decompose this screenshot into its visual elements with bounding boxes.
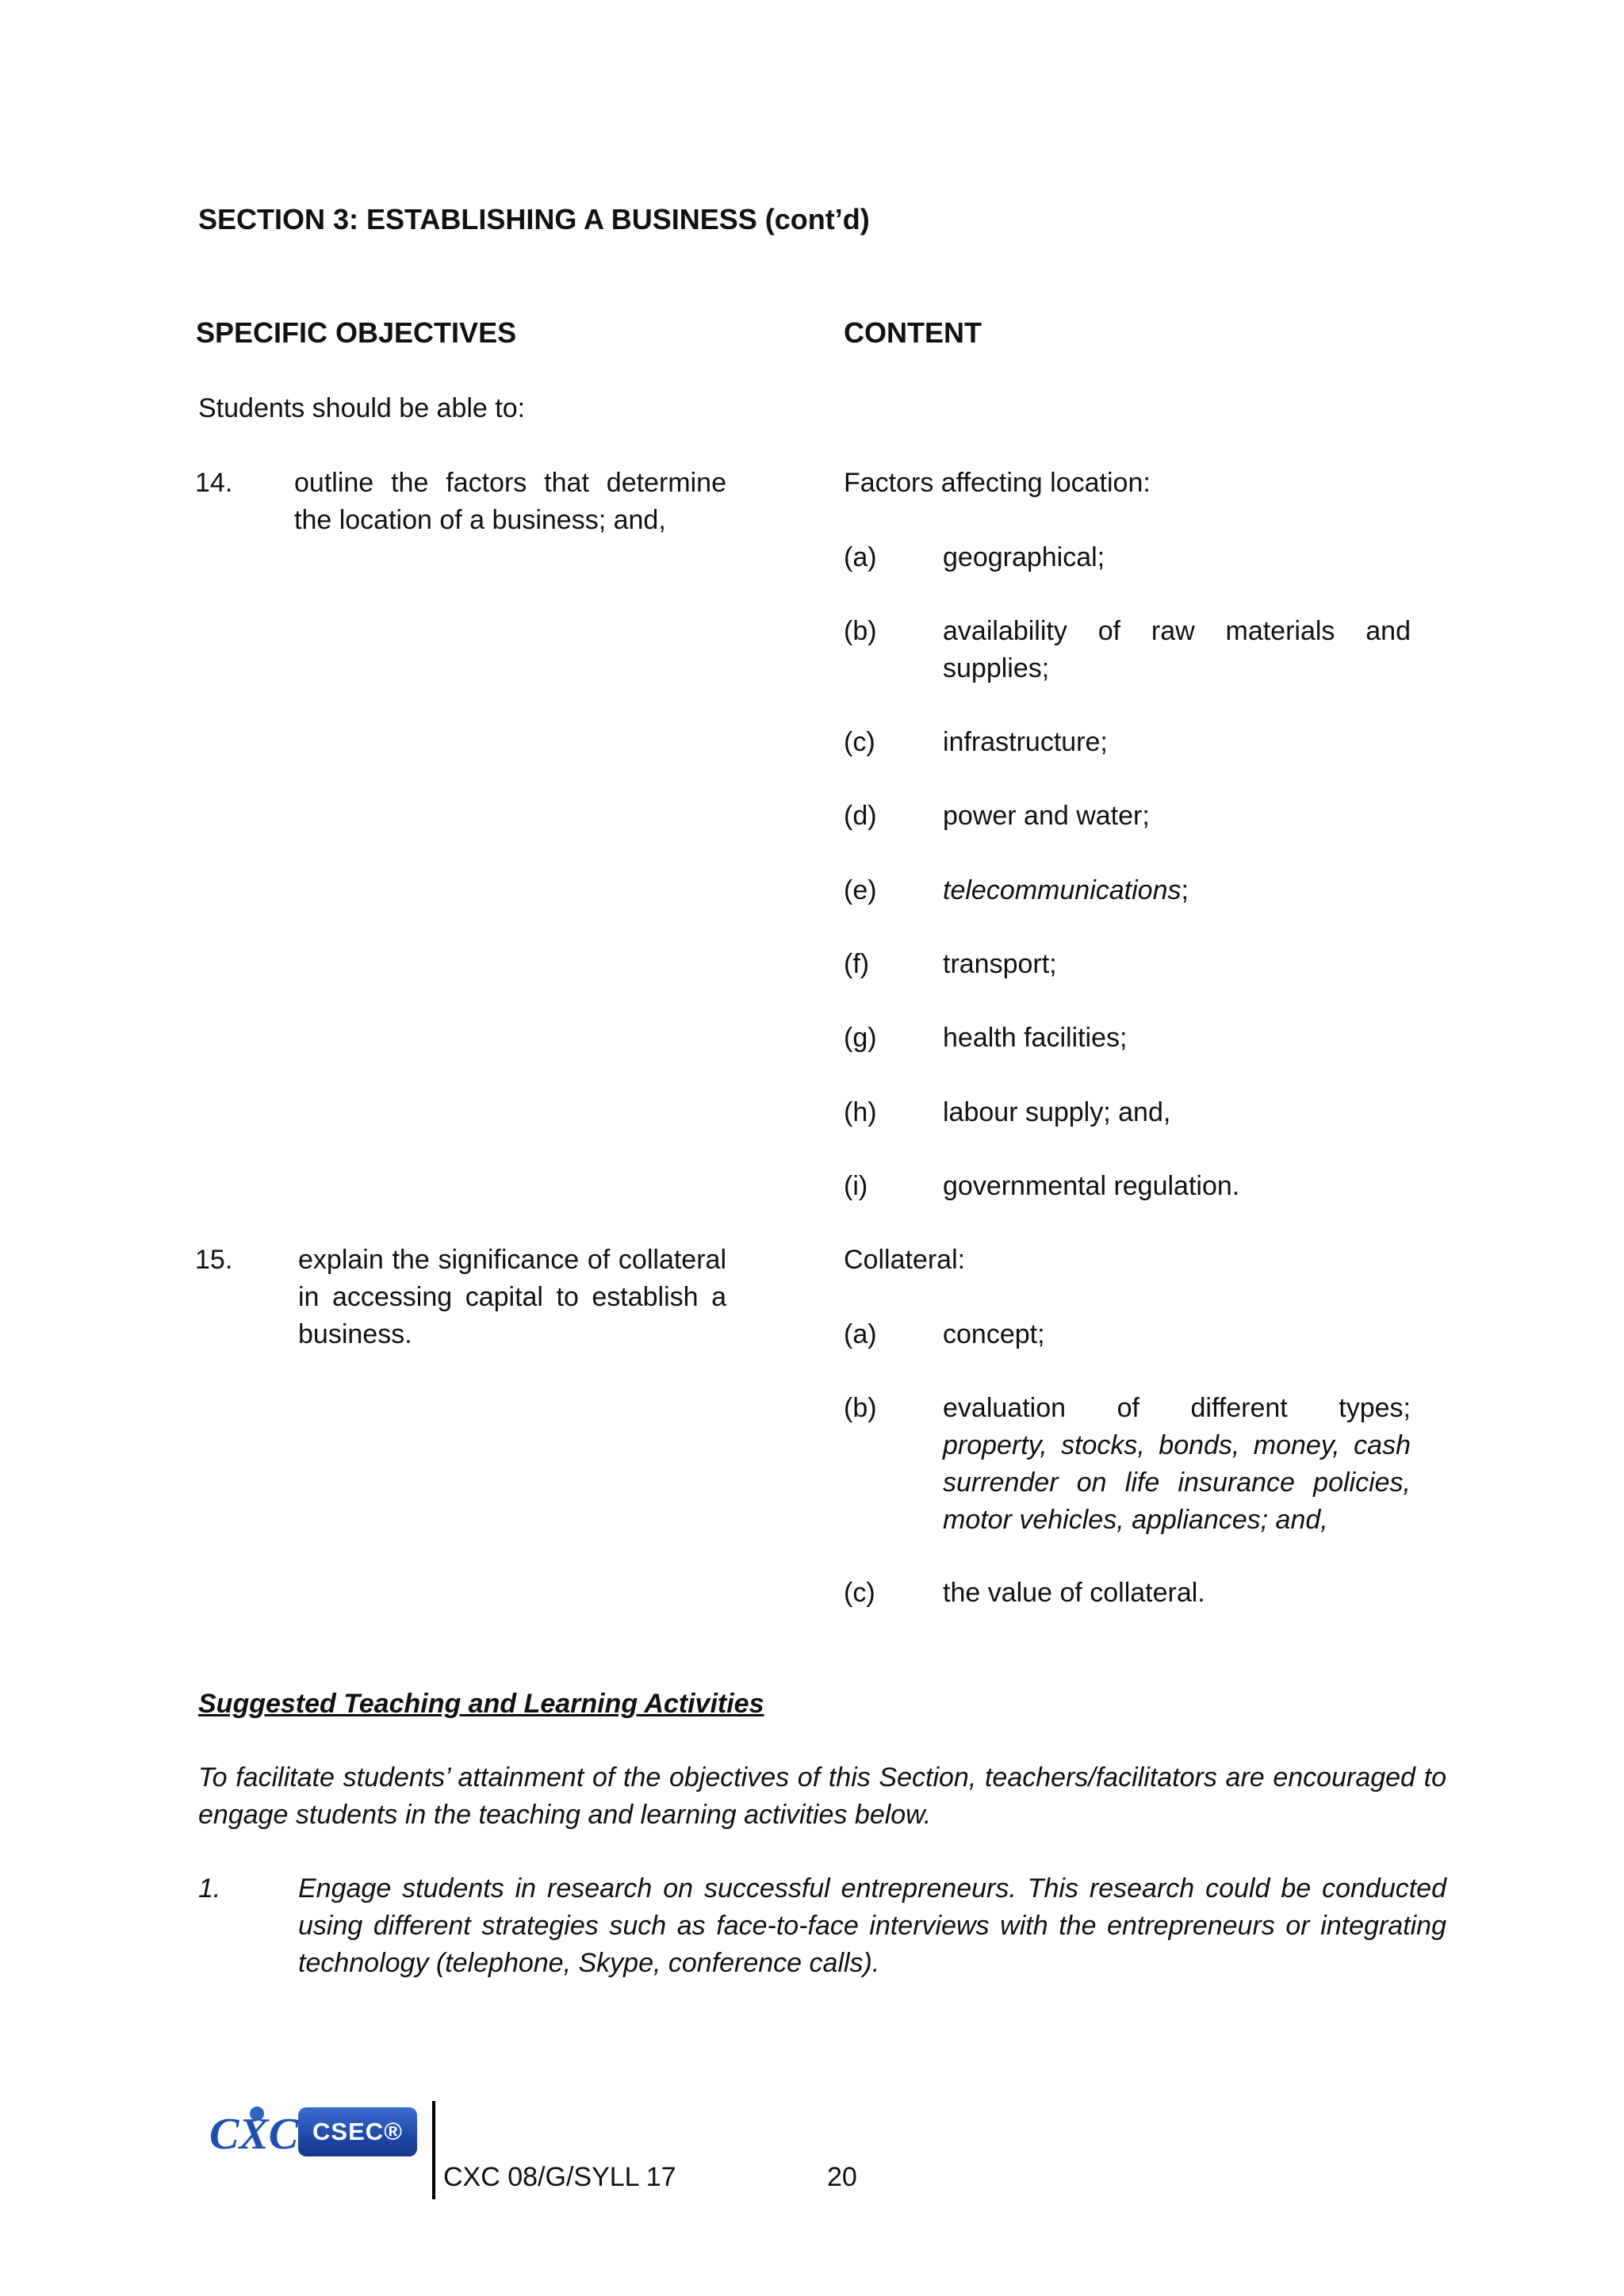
syllabus-code: CXC 08/G/SYLL 17	[443, 2162, 676, 2192]
list-item-text: availability of raw materials and supplies;	[943, 616, 1411, 683]
objective-text: explain the significance of collateral in accessing capital to establish a business.	[298, 1245, 726, 1349]
activity-number: 1.	[198, 1873, 221, 1904]
list-label: (c)	[844, 727, 875, 757]
list-item	[943, 613, 1411, 687]
list-item-suffix: ;	[1181, 875, 1189, 905]
list-label: (a)	[844, 1319, 877, 1349]
objective-text: outline the factors that determine the location of a business; and,	[294, 468, 726, 535]
cxc-csec-logo	[208, 2103, 428, 2174]
location-heading: Factors affecting location:	[844, 468, 1151, 498]
activities-heading: Suggested Teaching and Learning Activities	[198, 1689, 764, 1719]
list-label: (h)	[844, 1097, 877, 1127]
list-label: (e)	[844, 875, 877, 905]
list-label: (d)	[844, 801, 877, 831]
objective-number: 14.	[195, 468, 233, 498]
activities-intro: To facilitate students’ attainment of the objectives of this Section, teachers/facilitators are encouraged to engage students in the teaching and learning activities below.	[198, 1762, 1446, 1830]
list-label: (f)	[844, 949, 870, 979]
specific-objectives-header: SPECIFIC OBJECTIVES	[196, 316, 517, 349]
list-label: (b)	[844, 616, 877, 646]
list-item-text: evaluation of different types;	[943, 1393, 1411, 1423]
csec-badge: CSEC®	[298, 2107, 417, 2156]
list-item: labour supply; and,	[943, 1097, 1171, 1127]
list-item: governmental regulation.	[943, 1171, 1240, 1201]
list-label: (g)	[844, 1023, 877, 1053]
list-label: (i)	[844, 1171, 868, 1201]
collateral-types: property, stocks, bonds, money, cash surrender on life insurance policies, motor vehicles, appliances; and,	[943, 1430, 1411, 1535]
list-label: (c)	[844, 1578, 875, 1608]
section-title: SECTION 3: ESTABLISHING A BUSINESS (cont’d)	[198, 203, 870, 235]
content-header: CONTENT	[844, 316, 982, 349]
list-item: power and water;	[943, 801, 1150, 831]
page-number: 20	[827, 2162, 857, 2192]
list-item: health facilities;	[943, 1023, 1128, 1053]
collateral-heading: Collateral:	[844, 1245, 966, 1275]
activity-text: Engage students in research on successful entrepreneurs. This research could be conducted using different strategies such as face-to-face interviews with the entrepreneurs or integrating technology (telephone, Skype, conference calls).	[298, 1873, 1446, 1978]
list-item: geographical;	[943, 542, 1105, 572]
list-item	[943, 872, 1189, 909]
list-item-text: telecommunications	[943, 875, 1182, 905]
list-label: (b)	[844, 1393, 877, 1423]
objectives-intro: Students should be able to:	[198, 393, 526, 423]
list-label: (a)	[844, 542, 877, 572]
list-item	[943, 1390, 1411, 1427]
list-item: infrastructure;	[943, 727, 1108, 757]
objective-number: 15.	[195, 1245, 233, 1275]
cxc-logo-text: CXC	[209, 2110, 299, 2159]
list-item: transport;	[943, 949, 1057, 979]
list-item: concept;	[943, 1319, 1045, 1349]
list-item: the value of collateral.	[943, 1578, 1205, 1608]
cxc-logo-icon	[208, 2103, 303, 2175]
footer-divider	[432, 2101, 435, 2199]
